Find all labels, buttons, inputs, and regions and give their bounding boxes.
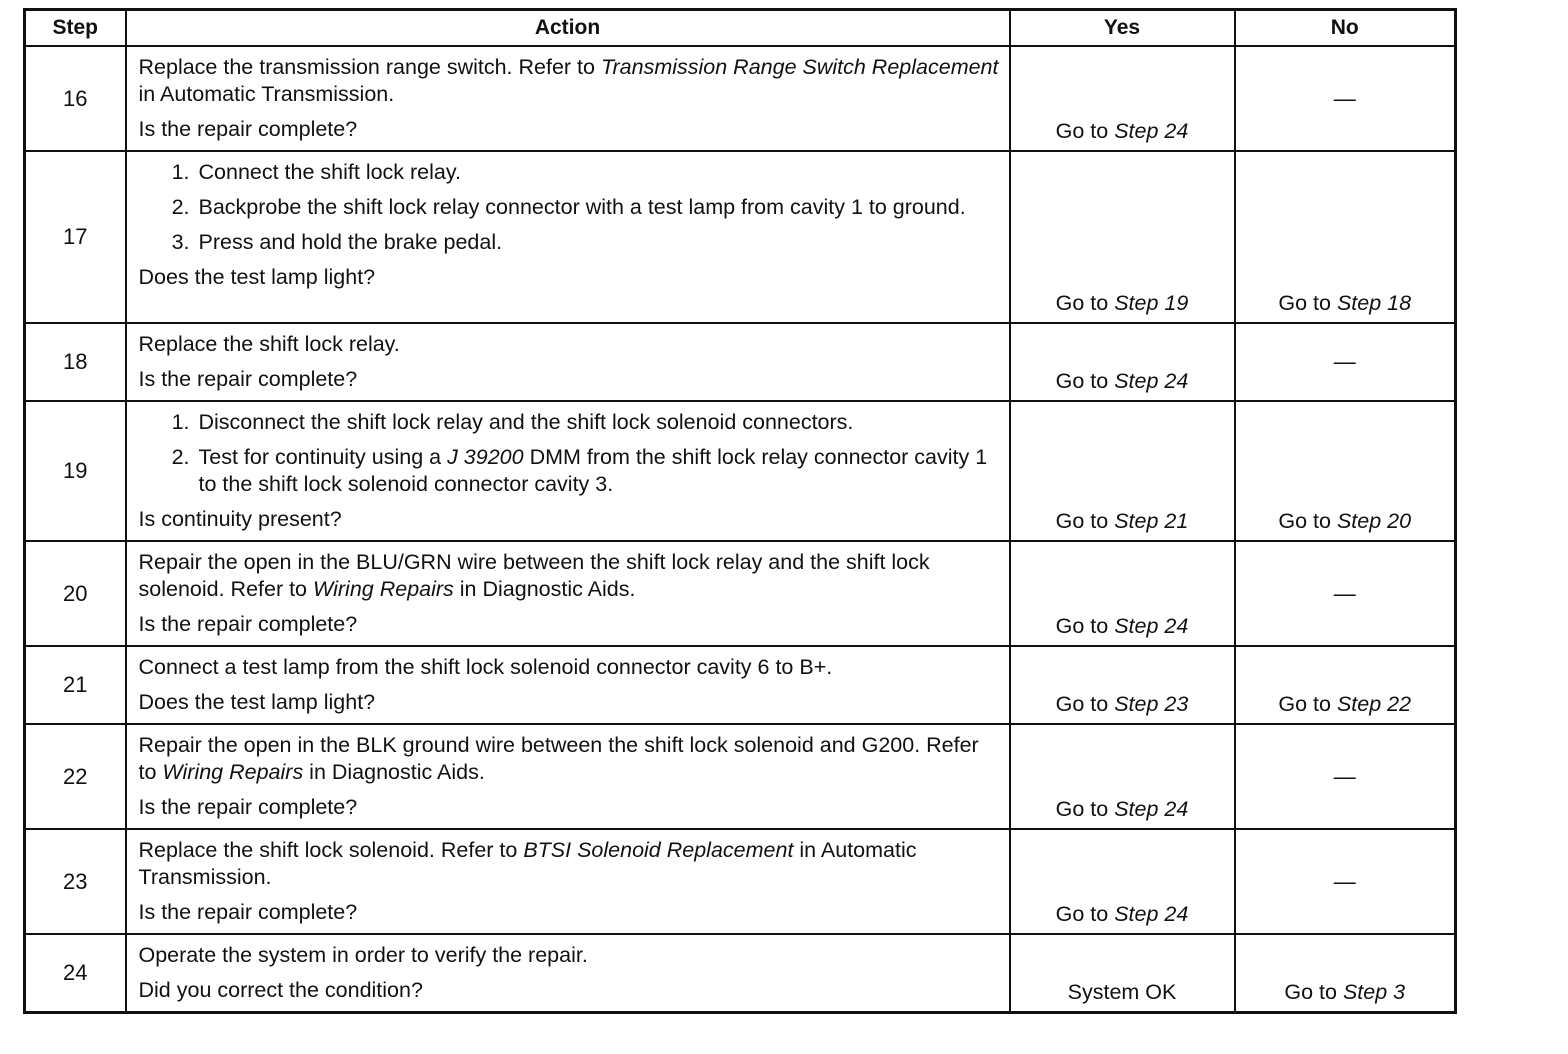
list-item: 1. Connect the shift lock relay. [196,159,999,186]
step-reference: Step 20 [1336,509,1412,533]
reference-link: Wiring Repairs [162,760,304,784]
step-reference: Step 23 [1114,692,1189,716]
header-step: Step [25,10,126,47]
action-cell [126,934,1010,1013]
no-cell: Go to Step 20 [1235,401,1456,541]
diagnostic-table [23,8,1457,1014]
step-number: 24 [25,934,126,1013]
action-question: Is the repair complete? [138,367,358,391]
reference-link: BTSI Solenoid Replacement [523,838,794,862]
step-number: 17 [25,151,126,323]
action-text: Operate the system in order to verify the repair. [138,943,588,967]
reference-link: Transmission Range Switch Replacement [600,55,999,79]
action-question: Is the repair complete? [138,117,358,141]
table-row [25,724,1456,829]
yes-cell: Go to Step 24 [1010,724,1235,829]
no-cell: — [1235,829,1456,934]
action-text: Replace the transmission range switch. Refer to Transmission Range Switch Replacement in Automatic Transmission. [138,55,999,106]
reference-link: Wiring Repairs [313,577,454,601]
table-row [25,401,1456,541]
yes-cell: Go to Step 19 [1010,151,1235,323]
list-item: 1. Disconnect the shift lock relay and the shift lock solenoid connectors. [196,409,999,436]
step-number: 18 [25,323,126,401]
action-question: Did you correct the condition? [138,978,423,1002]
no-cell: — [1235,541,1456,646]
yes-cell: Go to Step 24 [1010,323,1235,401]
action-text: Replace the shift lock relay. [138,332,400,356]
step-number: 23 [25,829,126,934]
yes-cell: Go to Step 21 [1010,401,1235,541]
yes-cell: Go to Step 24 [1010,46,1235,151]
step-reference: Step 22 [1336,692,1412,716]
action-cell [126,541,1010,646]
no-cell: — [1235,46,1456,151]
step-number: 21 [25,646,126,724]
step-number: 19 [25,401,126,541]
header-no: No [1235,10,1456,47]
yes-cell: System OK [1010,934,1235,1013]
yes-cell: Go to Step 24 [1010,829,1235,934]
action-cell [126,646,1010,724]
step-reference: Step 21 [1114,509,1189,533]
no-cell: — [1235,323,1456,401]
step-number: 22 [25,724,126,829]
table-row [25,323,1456,401]
step-reference: Step 19 [1114,291,1189,315]
action-question: Is the repair complete? [138,612,358,636]
action-cell [126,401,1010,541]
action-cell [126,829,1010,934]
no-cell: — [1235,724,1456,829]
table-row [25,934,1456,1013]
header-yes: Yes [1010,10,1235,47]
action-question: Is the repair complete? [138,795,358,819]
header-action: Action [126,10,1010,47]
action-question: Is continuity present? [138,507,342,531]
action-steps-list [139,409,999,498]
action-text: Repair the open in the BLK ground wire between the shift lock solenoid and G200. Refer to Wiring Repairs in Diagnostic Aids. [138,733,979,784]
action-cell [126,151,1010,323]
table-row [25,541,1456,646]
no-cell: Go to Step 18 [1235,151,1456,323]
step-reference: Step 24 [1114,614,1189,638]
list-item: 3. Press and hold the brake pedal. [196,229,999,256]
action-question: Does the test lamp light? [138,265,376,289]
action-text: Replace the shift lock solenoid. Refer to BTSI Solenoid Replacement in Automatic Transmission. [138,838,917,889]
action-question: Does the test lamp light? [138,690,376,714]
header-row [25,10,1456,47]
yes-cell: Go to Step 24 [1010,541,1235,646]
yes-cell: Go to Step 23 [1010,646,1235,724]
table-row [25,829,1456,934]
table-row [25,151,1456,323]
action-cell [126,46,1010,151]
action-steps-list [139,159,999,256]
action-text: Connect a test lamp from the shift lock solenoid connector cavity 6 to B+. [138,655,833,679]
tool-reference: J 39200 [447,445,524,469]
action-cell [126,724,1010,829]
table-row [25,646,1456,724]
action-text: Repair the open in the BLU/GRN wire between the shift lock relay and the shift lock solenoid. Refer to Wiring Repairs in Diagnostic Aids. [138,550,930,601]
step-reference: Step 24 [1114,119,1189,143]
step-reference: Step 24 [1114,902,1189,926]
table-row [25,46,1456,151]
list-item: 2. Test for continuity using a J 39200 DMM from the shift lock relay connector cavity 1 to the shift lock solenoid connector cavity 3. [196,444,999,498]
step-reference: Step 24 [1114,369,1189,393]
no-cell: Go to Step 22 [1235,646,1456,724]
action-cell [126,323,1010,401]
step-reference: Step 18 [1336,291,1412,315]
step-reference: Step 24 [1114,797,1189,821]
step-reference: Step 3 [1342,980,1406,1004]
no-cell: Go to Step 3 [1235,934,1456,1013]
step-number: 20 [25,541,126,646]
action-question: Is the repair complete? [138,900,358,924]
list-item: 2. Backprobe the shift lock relay connector with a test lamp from cavity 1 to ground. [196,194,999,221]
step-number: 16 [25,46,126,151]
